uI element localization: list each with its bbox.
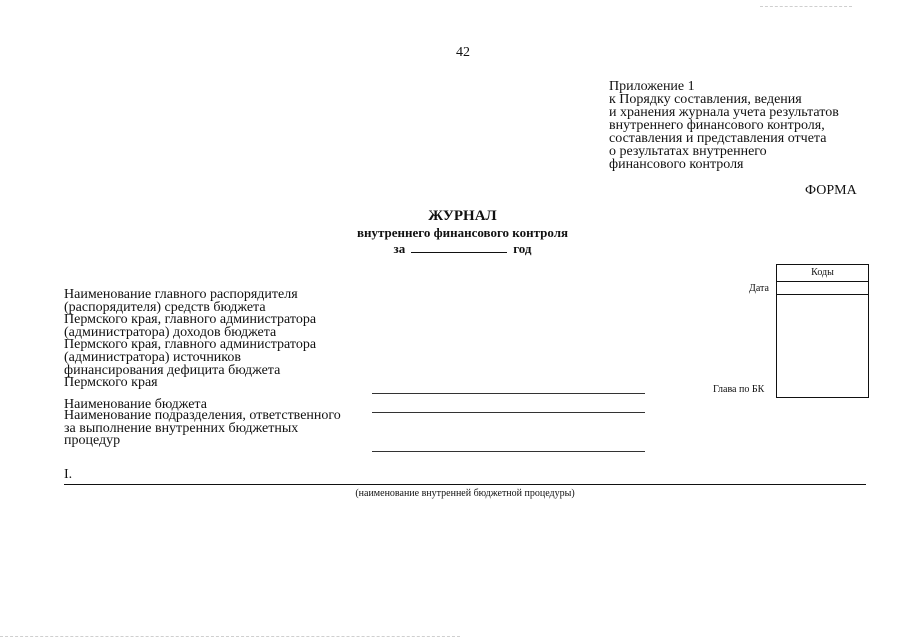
organization-label-line: Пермского края, главного администратора <box>64 312 317 328</box>
appendix-line: внутреннего финансового контроля, <box>609 118 825 133</box>
form-label: ФОРМА <box>805 183 857 198</box>
unit-label-line: процедур <box>64 433 121 449</box>
unit-label-line: Наименование подразделения, ответственного <box>64 408 341 423</box>
appendix-line: составления и представления отчета <box>609 131 827 146</box>
year-suffix: год <box>513 241 532 256</box>
organization-label-line: Наименование главного распорядителя <box>64 287 298 302</box>
budget-fill-line[interactable] <box>372 412 645 413</box>
codes-date-cell[interactable] <box>777 282 868 295</box>
organization-label-line: (распорядителя) средств бюджета <box>64 299 266 315</box>
organization-label-line: финансирования дефицита бюджета <box>64 362 281 378</box>
document-title <box>300 208 625 257</box>
year-prefix: за <box>393 241 406 256</box>
budget-label: Наименование бюджета <box>64 397 207 412</box>
title-year-row <box>300 241 625 257</box>
title-subtitle: внутреннего финансового контроля <box>356 225 569 240</box>
codes-chapter-cell[interactable] <box>777 295 868 397</box>
appendix-line: о результатах внутреннего <box>609 144 767 159</box>
unit-label <box>64 410 341 448</box>
procedure-caption: (наименование внутренней бюджетной процедуры) <box>355 488 575 499</box>
section-number: I. <box>64 467 73 482</box>
organization-label-line: (администратора) источников <box>64 349 242 365</box>
unit-label-line: за выполнение внутренних бюджетных <box>64 420 299 436</box>
appendix-line: к Порядку составления, ведения <box>609 92 802 107</box>
scan-artifact <box>760 6 852 7</box>
unit-fill-line[interactable] <box>372 451 645 452</box>
appendix-line: Приложение 1 <box>609 79 695 94</box>
organization-fill-line[interactable] <box>372 393 645 394</box>
date-label: Дата <box>749 283 769 294</box>
title-journal: ЖУРНАЛ <box>428 208 497 224</box>
organization-label-line: (администратора) доходов бюджета <box>64 324 277 340</box>
scan-artifact <box>0 636 460 637</box>
page-number: 42 <box>456 45 470 60</box>
appendix-line: и хранения журнала учета результатов <box>609 105 839 120</box>
chapter-label: Глава по БК <box>713 384 765 395</box>
organization-label-line: Пермского края, главного администратора <box>64 337 317 353</box>
codes-header: Коды <box>777 265 868 282</box>
appendix-note <box>609 80 879 171</box>
procedure-fill-line[interactable] <box>64 484 866 485</box>
organization-label <box>64 289 316 390</box>
codes-table <box>776 264 869 398</box>
appendix-line: финансового контроля <box>609 157 744 172</box>
organization-label-line: Пермского края <box>64 375 158 391</box>
year-blank-field[interactable] <box>411 242 507 253</box>
